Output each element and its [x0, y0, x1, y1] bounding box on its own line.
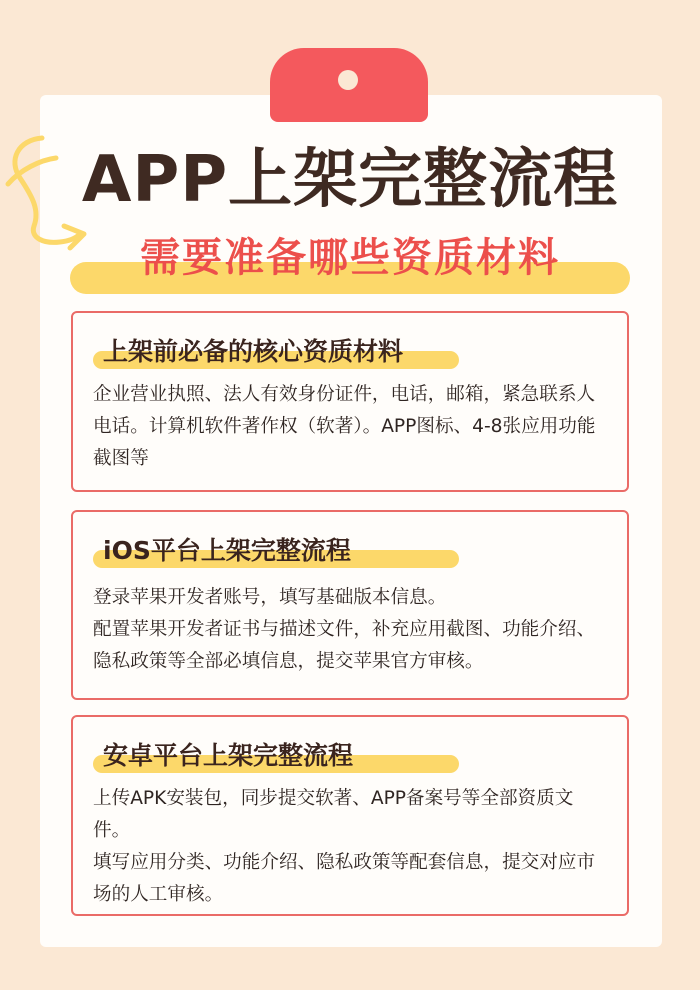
- card-core-materials: [71, 311, 629, 492]
- card-paragraph: 企业营业执照、法人有效身份证件，电话，邮箱，紧急联系人电话。计算机软件著作权（软著）。APP图标、4-8张应用功能截图等: [93, 384, 596, 469]
- card-paragraph: 配置苹果开发者证书与描述文件，补充应用截图、功能介绍、隐私政策等全部必填信息，提交苹果官方审核。: [93, 619, 596, 672]
- card-paragraph: 登录苹果开发者账号，填写基础版本信息。: [93, 587, 447, 608]
- card-paragraph: 填写应用分类、功能介绍、隐私政策等配套信息，提交对应市场的人工审核。: [93, 852, 596, 905]
- card-body: [93, 783, 609, 911]
- card-android-process: [71, 715, 629, 916]
- card-heading: [93, 739, 353, 773]
- card-paragraph: 上传APK安装包，同步提交软著、APP备案号等全部资质文件。: [93, 788, 574, 841]
- card-heading: [93, 534, 351, 568]
- card-title: iOS平台上架完整流程: [103, 536, 351, 565]
- card-heading: [93, 335, 403, 369]
- card-title: 上架前必备的核心资质材料: [103, 337, 404, 366]
- card-title: 安卓平台上架完整流程: [103, 741, 354, 770]
- card-body: [93, 379, 609, 475]
- page-title: APP上架完整流程: [81, 143, 619, 217]
- clip-hole: [338, 70, 358, 90]
- card-ios-process: [71, 510, 629, 700]
- card-body: [93, 582, 609, 678]
- page-subtitle: 需要准备哪些资质材料: [140, 235, 560, 281]
- clip-icon: [270, 48, 428, 122]
